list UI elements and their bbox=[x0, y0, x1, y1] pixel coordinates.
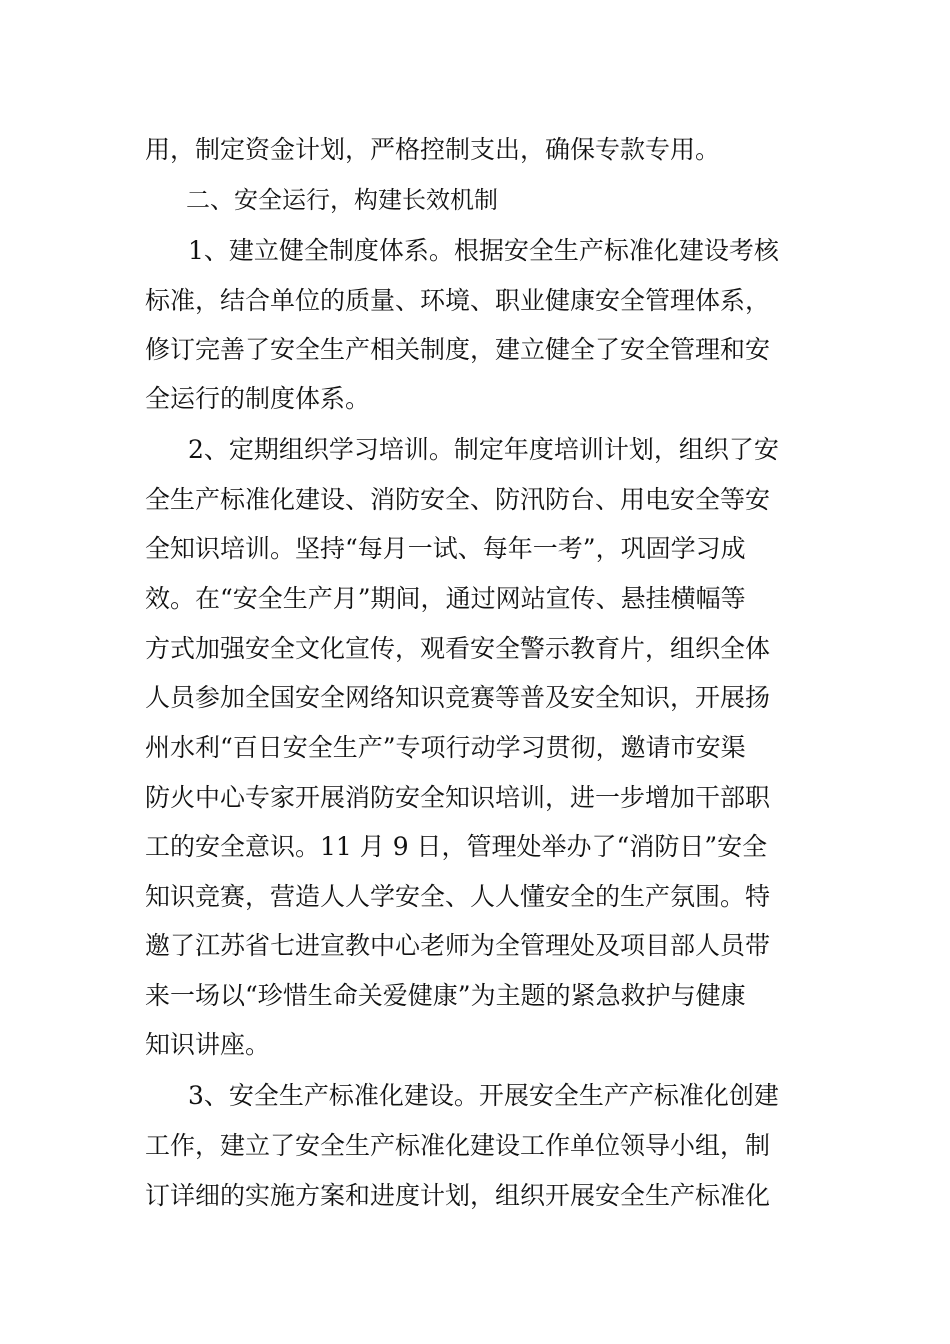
paragraph-2-line: 效。在“安全生产月”期间，通过网站宣传、悬挂横幅等 bbox=[145, 584, 746, 613]
paragraph-2-line: 人员参加全国安全网络知识竞赛等普及安全知识，开展扬 bbox=[145, 683, 771, 712]
paragraph-2-line: 知识讲座。 bbox=[145, 1030, 271, 1059]
section-heading: 二、安全运行，构建长效机制 bbox=[186, 186, 498, 214]
paragraph-2-line: 全生产标准化建设、消防安全、防汛防台、用电安全等安 bbox=[145, 485, 771, 514]
paragraph-2-line: 2、定期组织学习培训。制定年度培训计划，组织了安 bbox=[188, 435, 779, 464]
paragraph-1-line: 修订完善了安全生产相关制度，建立健全了安全管理和安 bbox=[145, 335, 771, 364]
paragraph-2-line: 工的安全意识。11 月 9 日，管理处举办了“消防日”安全 bbox=[145, 832, 768, 861]
paragraph-1-line: 全运行的制度体系。 bbox=[145, 384, 371, 413]
paragraph-2-line: 防火中心专家开展消防安全知识培训，进一步增加干部职 bbox=[145, 783, 771, 812]
paragraph-2-line: 全知识培训。坚持“每月一试、每年一考”，巩固学习成 bbox=[145, 534, 746, 563]
paragraph-3-line: 订详细的实施方案和进度计划，组织开展安全生产标准化 bbox=[145, 1181, 771, 1210]
paragraph-3-line: 工作，建立了安全生产标准化建设工作单位领导小组，制 bbox=[145, 1131, 771, 1160]
paragraph-3-line: 3、安全生产标准化建设。开展安全生产产标准化创建 bbox=[188, 1081, 779, 1110]
paragraph-1-line: 标准，结合单位的质量、环境、职业健康安全管理体系， bbox=[145, 286, 771, 315]
text-line: 用，制定资金计划，严格控制支出，确保专款专用。 bbox=[145, 135, 721, 164]
paragraph-1-line: 1、建立健全制度体系。根据安全生产标准化建设考核 bbox=[188, 236, 779, 265]
paragraph-2-line: 知识竞赛，营造人人学安全、人人懂安全的生产氛围。特 bbox=[145, 882, 771, 911]
paragraph-2-line: 邀了江苏省七进宣教中心老师为全管理处及项目部人员带 bbox=[145, 931, 771, 960]
paragraph-2-line: 方式加强安全文化宣传，观看安全警示教育片，组织全体 bbox=[145, 634, 771, 663]
paragraph-2-line: 来一场以“珍惜生命关爱健康”为主题的紧急救护与健康 bbox=[145, 981, 746, 1010]
paragraph-2-line: 州水利“百日安全生产”专项行动学习贯彻，邀请市安渠 bbox=[145, 733, 746, 762]
